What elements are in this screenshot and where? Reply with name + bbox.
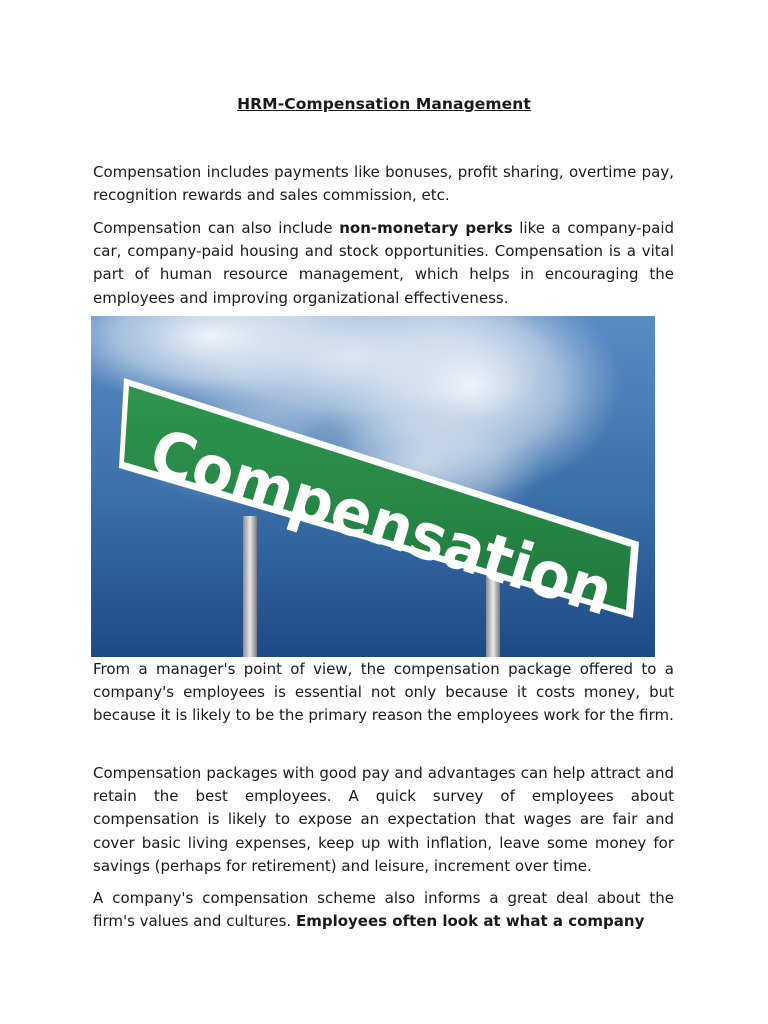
- left-pole: [243, 516, 257, 657]
- document-title: HRM-Compensation Management: [237, 95, 531, 113]
- bold-phrase: Employees often look at what a company: [295, 912, 645, 931]
- paragraph-text: A company's compensation scheme also informs a great deal about the firm's values and cultures.: [93, 889, 674, 931]
- bold-phrase: non-monetary perks: [339, 219, 513, 237]
- paragraph-compensation-packages: Compensation packages with good pay and advantages can help attract and retain the best employees. A quick survey of employees about compensation is likely to expose an expectation that wages are fair and cover basic living expenses, keep up with inflation, leave some money for savings (perhaps for retirement) and leisure, increment over time.: [93, 764, 674, 875]
- paragraph-non-monetary-perks: [93, 217, 674, 310]
- paragraph-text: like a company-paid car, company-paid housing and stock opportunities. Compensation is a vital part of human resource management, which helps in encouraging the employees and improving organizational effectiveness.: [93, 219, 675, 307]
- paragraph-text: Compensation can also include: [93, 219, 340, 237]
- paragraph-manager-view: From a manager's point of view, the compensation package offered to a company's employees is essential not only because it costs money, but because it is likely to be the primary reason the employees work for the firm.: [93, 660, 674, 725]
- sign-illustration: [91, 316, 655, 657]
- paragraph-compensation-scheme: [93, 887, 674, 933]
- sign-text: Compensation: [141, 415, 655, 642]
- paragraph-compensation-definition: Compensation includes payments like bonuses, profit sharing, overtime pay, recognition rewards and sales commission, etc.: [93, 163, 674, 205]
- compensation-sign-photo: [91, 316, 655, 657]
